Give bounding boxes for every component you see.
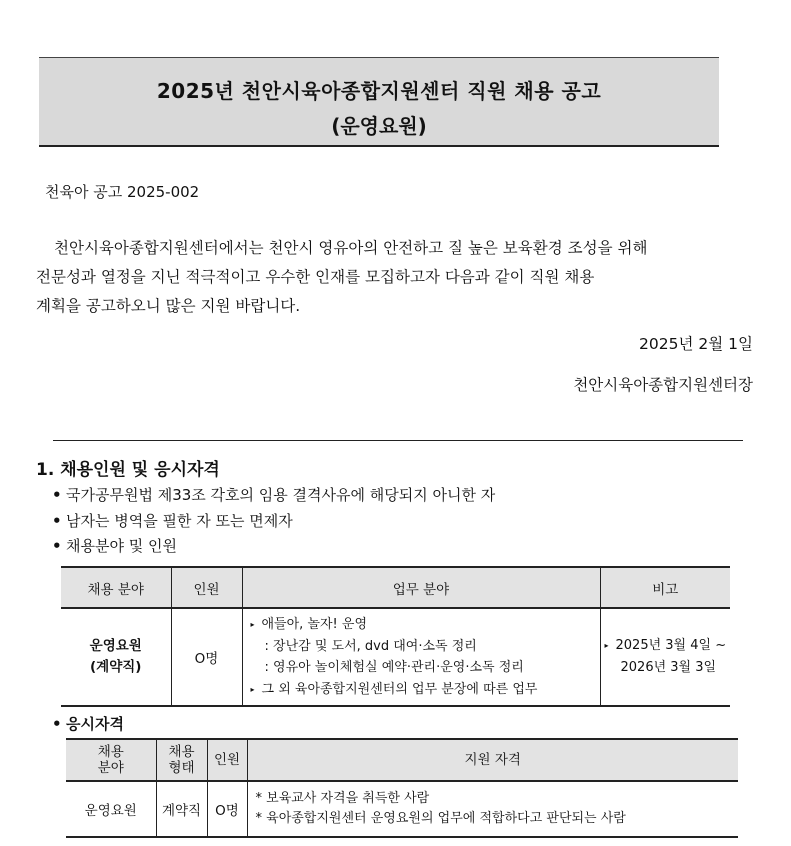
header-type [156, 739, 207, 781]
signer: 천안시육아종합지원센터장 [573, 376, 753, 394]
cell-note [600, 608, 730, 706]
notice-date: 2025년 2월 1일 [639, 335, 753, 353]
header-note: 비고 [600, 567, 730, 608]
cell-qualification [247, 781, 738, 837]
field-type: (계약직) [90, 659, 142, 675]
header-text: 형태 [168, 760, 195, 776]
header-text: 분야 [97, 760, 124, 776]
duty-text: 그 외 육아종합지원센터의 업무 분장에 따른 업무 [261, 681, 538, 697]
bullet-icon: • [52, 486, 62, 504]
bullet-icon: • [52, 511, 62, 530]
header-count: 인원 [207, 739, 247, 781]
cell-field [61, 608, 171, 706]
table-header-row [61, 567, 730, 608]
duty-item [251, 679, 599, 701]
requirement-list [52, 484, 495, 561]
list-item [52, 484, 495, 510]
list-item [52, 535, 495, 561]
table-header-row [66, 739, 738, 781]
duty-subitem: : 장난감 및 도서, dvd 대여·소독 정리 [264, 638, 477, 654]
table-row [66, 781, 738, 837]
section-title: 1. 채용인원 및 응시자격 [36, 460, 220, 480]
header-field: 채용 분야 [61, 567, 171, 608]
section-subtitle-text: 응시자격 [66, 715, 124, 733]
intro-line: 전문성과 열정을 지닌 적극적이고 우수한 인재를 모집하고자 다음과 같이 직원 채용 [36, 268, 595, 286]
note-line [605, 635, 730, 657]
bullet-icon: • [52, 537, 62, 555]
qualification-item: * 보육교사 자격을 취득한 사람 [255, 791, 430, 806]
notice-number: 천육아 공고 2025-002 [45, 183, 200, 201]
recruitment-table [61, 566, 730, 707]
duty-text: 애들아, 놀자! 운영 [261, 617, 368, 632]
note-text: 2025년 3월 4일 ~ [615, 638, 727, 653]
section-subtitle [52, 713, 124, 734]
list-item-text: 채용분야 및 인원 [66, 537, 177, 555]
page-title: 2025년 천안시육아종합지원센터 직원 채용 공고 [156, 79, 602, 103]
triangle-bullet-icon: ▸ [250, 620, 255, 629]
divider [53, 440, 743, 441]
header-qualification: 지원 자격 [247, 739, 738, 781]
title-banner [39, 57, 719, 147]
cell-duties [242, 608, 600, 706]
header-text: 채용 [168, 744, 195, 760]
cell-type: 계약직 [156, 781, 207, 837]
header-count: 인원 [171, 567, 242, 608]
header-duties: 업무 분야 [242, 567, 600, 608]
qualification-table [66, 738, 738, 838]
duty-subitem: : 영유아 놀이체험실 예약·관리·운영·소독 정리 [264, 660, 524, 675]
cell-count: O명 [207, 781, 247, 837]
list-item-text: 국가공무원법 제33조 각호의 임용 결격사유에 해당되지 아니한 자 [66, 486, 496, 504]
header-field [66, 739, 156, 781]
duty-item [251, 614, 599, 636]
note-line: 2026년 3월 3일 [620, 660, 717, 675]
list-item-text: 남자는 병역을 필한 자 또는 면제자 [66, 511, 293, 530]
cell-count: O명 [171, 608, 242, 706]
intro-line: 천안시육아종합지원센터에서는 천안시 영유아의 안전하고 질 높은 보육환경 조성을 위해 [54, 239, 648, 257]
table-row [61, 608, 730, 706]
page-subtitle: (운영요원) [331, 114, 427, 138]
triangle-bullet-icon: ▸ [250, 684, 255, 694]
intro-paragraph [36, 234, 756, 321]
qualification-item: * 육아종합지원센터 운영요원의 업무에 적합하다고 판단되는 사람 [255, 811, 626, 826]
intro-line: 계획을 공고하오니 많은 지원 바랍니다. [36, 297, 301, 315]
list-item [52, 510, 495, 536]
header-text: 채용 [97, 744, 124, 760]
field-name: 운영요원 [89, 638, 142, 654]
cell-field: 운영요원 [66, 781, 156, 837]
triangle-bullet-icon: ▸ [604, 641, 609, 650]
bullet-icon: • [52, 715, 62, 733]
